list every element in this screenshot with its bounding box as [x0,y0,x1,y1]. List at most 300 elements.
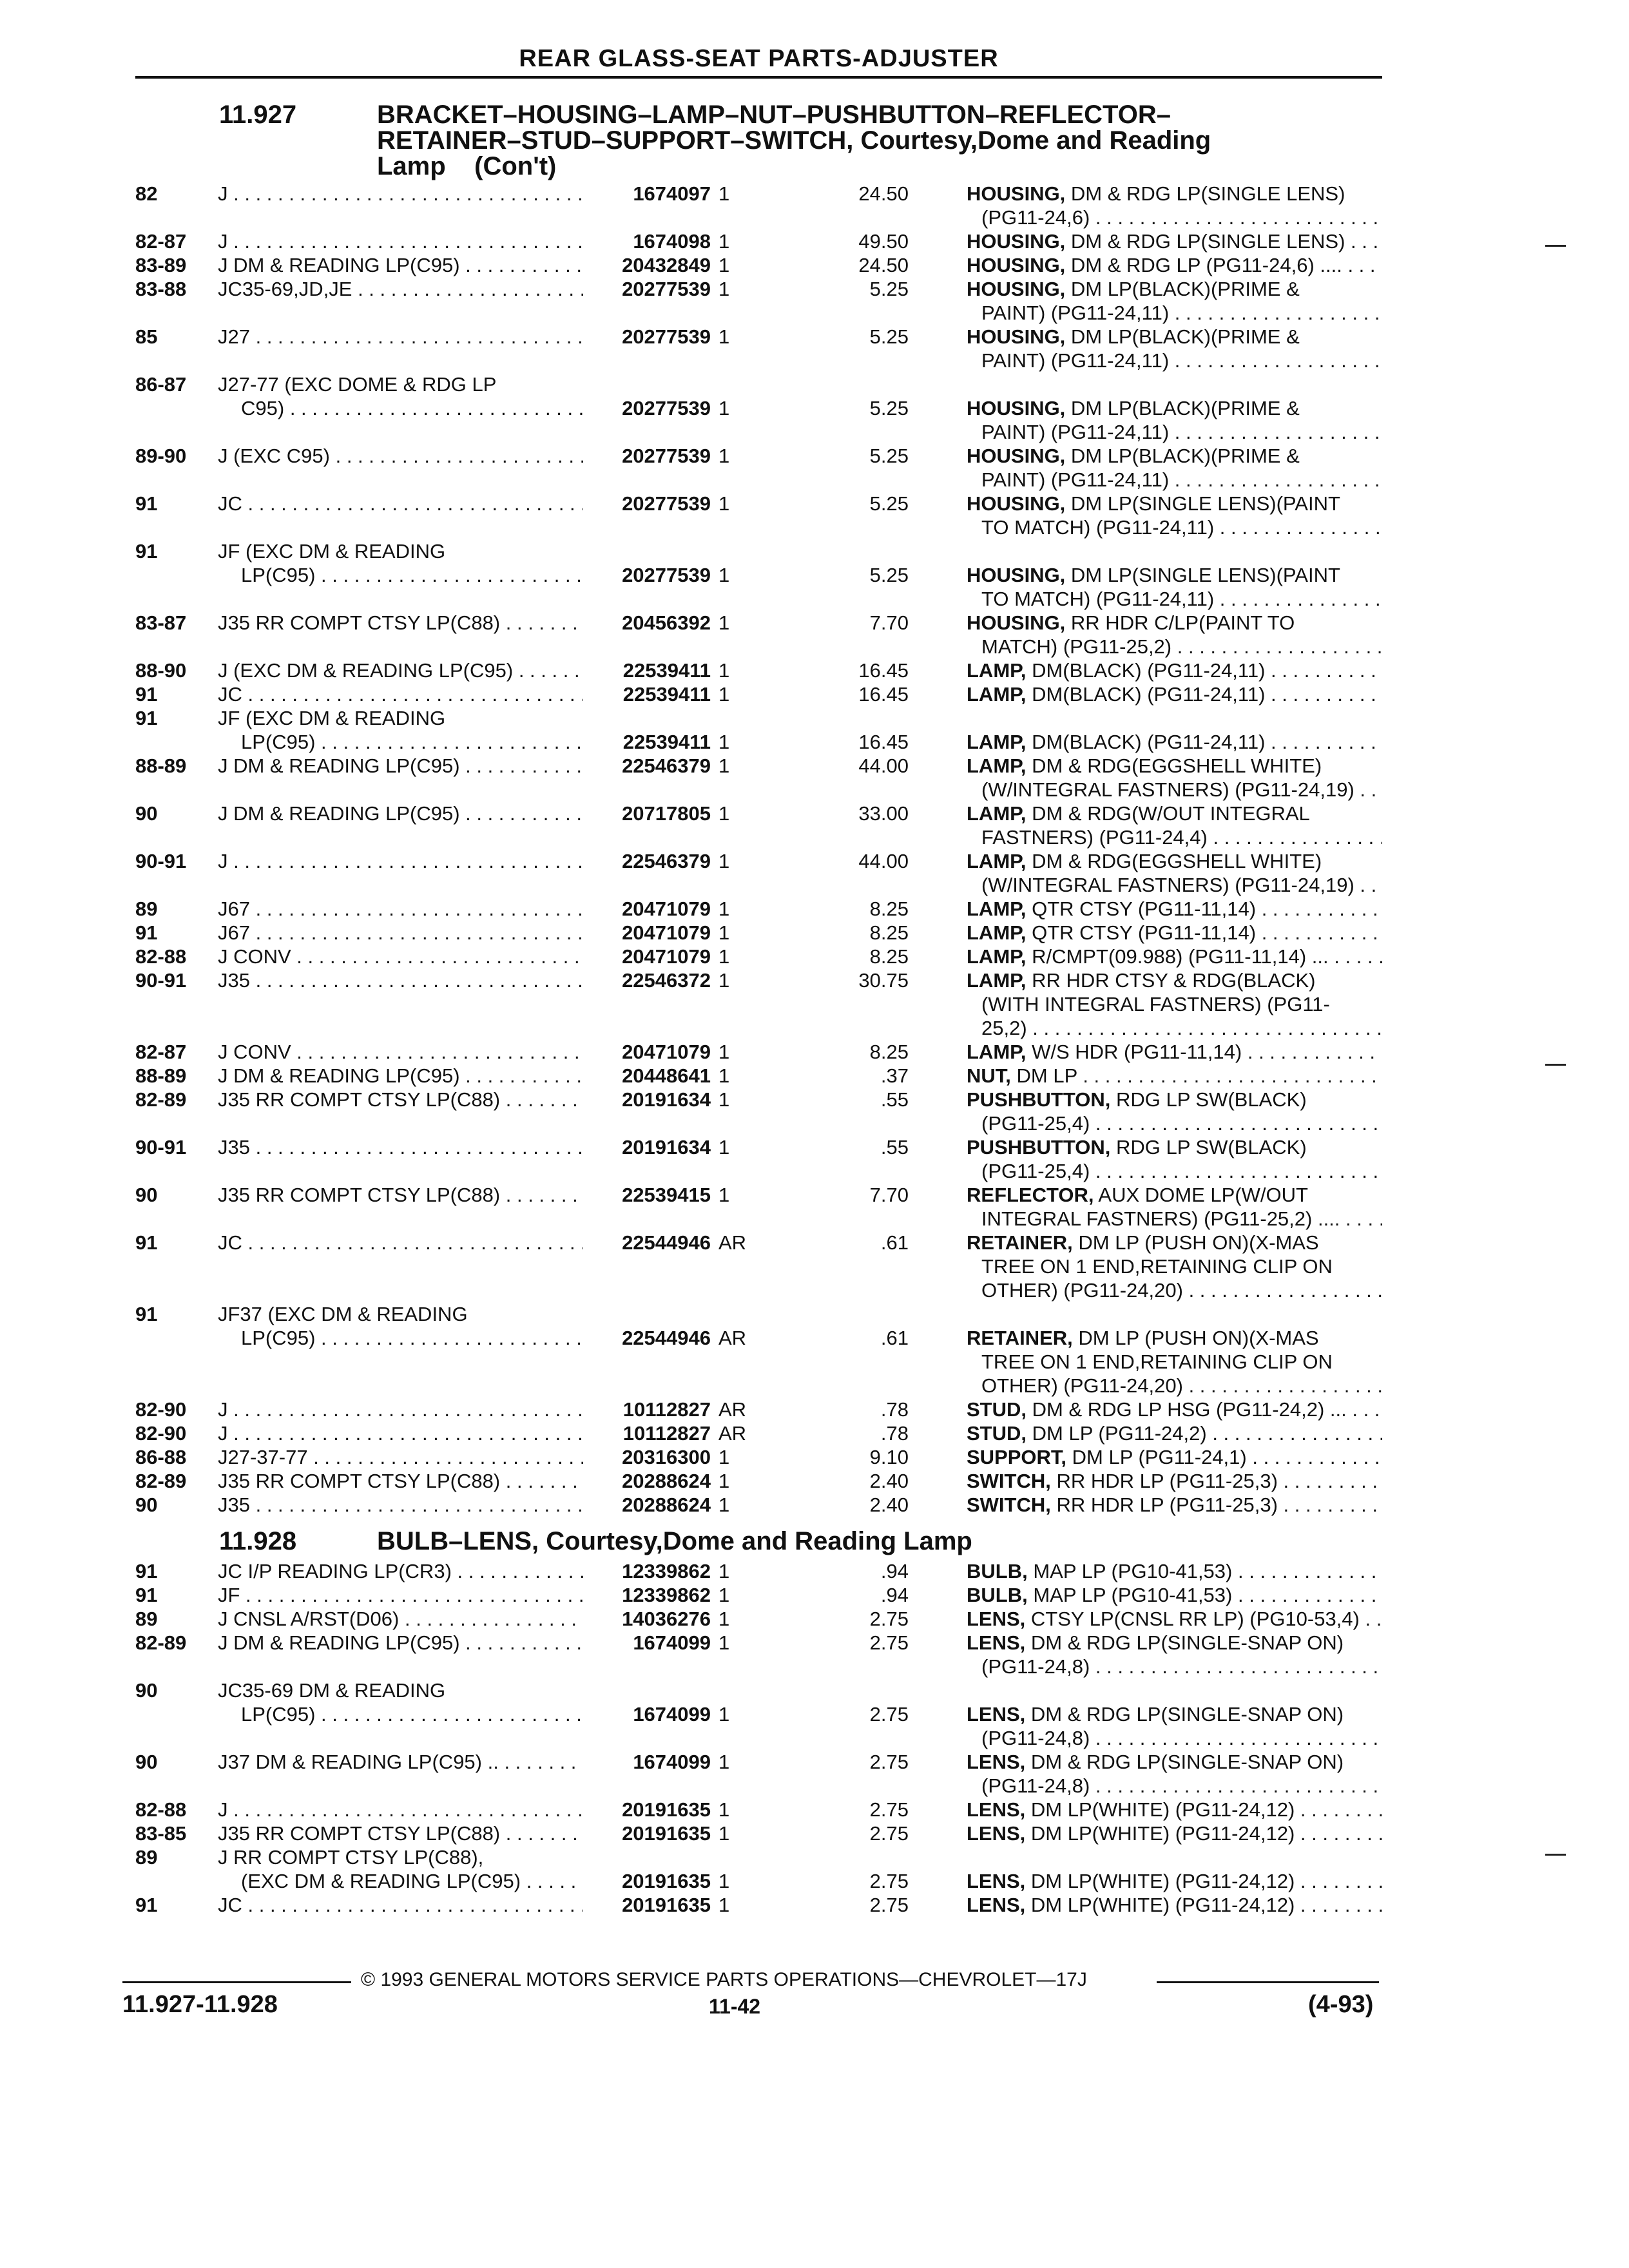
table-row [135,372,1382,444]
part-number: 22546379 [583,849,711,873]
price-cell: 2.75 [869,1870,909,1892]
description-cell [967,182,1382,229]
description-text: QTR CTSY (PG11-11,14) [1032,898,1257,920]
year-cell: 83-89 [135,254,187,276]
description-line [967,1607,1382,1631]
table-row [135,539,1382,611]
quantity-cell: 1 [718,659,730,682]
table-row [135,1398,1382,1421]
description-text: DM LP (PUSH ON)(X-MAS [1078,1231,1319,1254]
price-cell: 7.70 [869,1184,909,1206]
description-text: DM & RDG LP (PG11-24,6) .... [1070,254,1342,276]
model-line: J . . . [218,1798,708,1821]
description-line: (PG11-24,6) . . . [967,206,1382,229]
model-line: J35 RR COMPT CTSY LP(C88) . . . [218,1469,708,1493]
price-cell: 8.25 [869,921,909,944]
model-line: JF37 (EXC DM & READING [218,1303,468,1325]
year-cell: 86-87 [135,373,187,396]
quantity-cell: 1 [718,1470,730,1492]
description-line: (WITH INTEGRAL FASTNERS) (PG11- [981,993,1330,1015]
description-text: DM LP(WHITE) (PG11-24,12) [1030,1798,1295,1821]
year-cell: 91 [135,1303,158,1325]
quantity-cell: 1 [718,230,730,253]
description-text: DM LP(WHITE) (PG11-24,12) [1030,1870,1295,1892]
price-cell: 33.00 [858,802,909,825]
description-line [967,802,1382,825]
description-line [967,1583,1382,1607]
description-text: DM LP(SINGLE LENS)(PAINT [1070,492,1340,515]
model-line: J DM & READING LP(C95) . . . [218,754,708,778]
price-cell: 2.75 [869,1751,909,1773]
description-line [967,1064,1382,1088]
description-line: FASTNERS) (PG11-24,4) . . . [967,825,1382,849]
description-line [967,182,1382,206]
model-line: J27-37-77 . . . [218,1445,708,1469]
part-number: 20448641 [583,1064,711,1088]
quantity-cell: AR [718,1422,747,1445]
description-cell [967,1421,1382,1445]
description-head: LAMP, [967,969,1027,992]
model-line: J DM & READING LP(C95) . . . [218,802,708,825]
description-text: DM LP (PG11-24,2) [1032,1422,1207,1445]
description-cell [967,1607,1382,1631]
part-number: 20191635 [583,1798,711,1821]
model-line: (EXC DM & READING LP(C95) . . . [218,1869,708,1893]
year-cell: 83-85 [135,1822,187,1845]
quantity-cell: 1 [718,1136,730,1158]
description-head: SWITCH, [967,1494,1051,1516]
description-text: DM LP [1016,1064,1077,1087]
quantity-cell: 1 [718,1608,730,1630]
table-row [135,682,1382,706]
description-cell [967,1398,1382,1421]
description-cell [967,1326,1382,1398]
quantity-cell: 1 [718,325,730,348]
description-text: DM & RDG LP(SINGLE-SNAP ON) [1030,1631,1344,1654]
part-number: 20471079 [583,921,711,945]
description-line [967,1559,1382,1583]
description-cell [967,444,1382,492]
description-line [967,897,1382,921]
price-cell: 8.25 [869,898,909,920]
year-cell: 89 [135,1608,158,1630]
description-head: REFLECTOR, [967,1184,1094,1206]
model-line: J (EXC C95) . . . [218,444,708,468]
year-cell: 83-88 [135,278,187,300]
year-cell: 90 [135,1184,158,1206]
description-line [967,1493,1382,1517]
price-cell: 16.45 [858,659,909,682]
quantity-cell: 1 [718,921,730,944]
quantity-cell: 1 [718,492,730,515]
quantity-cell: 1 [718,1041,730,1063]
year-cell: 90-91 [135,969,187,992]
description-text: MAP LP (PG10-41,53) [1033,1560,1233,1582]
part-number: 22544946 [583,1326,711,1350]
model-line: J35 . . . [218,1493,708,1517]
description-head: LENS, [967,1798,1026,1821]
part-number: 22546379 [583,754,711,778]
quantity-cell: 1 [718,1584,730,1606]
description-line: OTHER) (PG11-24,20) . . . [967,1374,1382,1398]
price-cell: 5.25 [869,325,909,348]
description-text: DM LP(BLACK)(PRIME & [1070,445,1300,467]
description-cell [967,1183,1382,1231]
table-row [135,253,1382,277]
price-cell: 5.25 [869,278,909,300]
year-cell: 82-90 [135,1422,187,1445]
quantity-cell: 1 [718,1631,730,1654]
part-number: 20191634 [583,1135,711,1159]
description-line: OTHER) (PG11-24,20) . . . [967,1278,1382,1302]
model-line: C95) . . . [218,396,708,420]
description-line: TO MATCH) (PG11-24,11) . . . [967,515,1382,539]
table-row [135,1893,1382,1917]
description-head: LAMP, [967,683,1027,706]
description-head: LENS, [967,1608,1026,1630]
description-text: DM & RDG LP(SINGLE LENS) [1070,182,1345,205]
description-cell [967,1040,1382,1064]
price-cell: .55 [880,1136,909,1158]
part-number: 20432849 [583,253,711,277]
margin-mark [1545,1854,1566,1856]
quantity-cell: 1 [718,1446,730,1468]
description-line [967,1088,1382,1111]
table-row [135,802,1382,849]
quantity-cell: 1 [718,1894,730,1916]
table-row [135,1302,1382,1398]
description-text: RR HDR CTSY & RDG(BLACK) [1032,969,1316,992]
description-line [967,396,1382,420]
year-cell: 85 [135,325,158,348]
section-heading [219,1528,1344,1554]
table-row [135,277,1382,325]
year-cell: 82-87 [135,1041,187,1063]
part-number: 22546372 [583,968,711,992]
part-number: 20316300 [583,1445,711,1469]
description-head: BULB, [967,1584,1028,1606]
year-cell: 88-90 [135,659,187,682]
part-number: 1674099 [583,1631,711,1655]
description-head: HOUSING, [967,397,1066,419]
description-head: LAMP, [967,898,1027,920]
quantity-cell: 1 [718,1494,730,1516]
price-cell: 2.75 [869,1822,909,1845]
quantity-cell: 1 [718,898,730,920]
table-row [135,1559,1382,1583]
year-cell: 82-88 [135,945,187,968]
model-line: J37 DM & READING LP(C95) .. . . . [218,1750,708,1774]
description-line: TO MATCH) (PG11-24,11) . . . [967,587,1382,611]
price-cell: 5.25 [869,492,909,515]
description-line: TREE ON 1 END,RETAINING CLIP ON [981,1350,1333,1373]
model-line: J35 RR COMPT CTSY LP(C88) . . . [218,1821,708,1845]
description-line: PAINT) (PG11-24,11) . . . [967,468,1382,492]
description-cell [967,1231,1382,1302]
description-line [967,968,1382,992]
section-title-line: BULB–LENS, Courtesy,Dome and Reading Lamp [377,1527,972,1555]
description-line: 25,2) . . . [967,1016,1382,1040]
part-number: 20471079 [583,1040,711,1064]
description-line: PAINT) (PG11-24,11) . . . [967,349,1382,372]
description-head: LAMP, [967,754,1027,777]
price-cell: 24.50 [858,254,909,276]
year-cell: 82 [135,182,158,205]
price-cell: .78 [880,1398,909,1421]
description-head: LAMP, [967,850,1027,872]
description-head: NUT, [967,1064,1011,1087]
year-cell: 91 [135,540,158,562]
part-number: 22539411 [583,682,711,706]
description-text: AUX DOME LP(W/OUT [1098,1184,1308,1206]
table-row [135,1631,1382,1678]
year-cell: 90-91 [135,1136,187,1158]
table-row [135,1135,1382,1183]
description-cell [967,611,1382,658]
model-line: J35 . . . [218,1135,708,1159]
price-cell: 9.10 [869,1446,909,1468]
section-number: 11.927 [219,101,297,129]
description-head: RETAINER, [967,1327,1073,1349]
model-line: J27 . . . [218,325,708,349]
price-cell: 7.70 [869,611,909,634]
price-cell: 2.75 [869,1798,909,1821]
description-line [967,277,1382,301]
section-title-line: Lamp (Con't) [377,152,557,180]
description-line: PAINT) (PG11-24,11) . . . [967,301,1382,325]
description-text: DM & RDG LP HSG (PG11-24,2) ... [1032,1398,1347,1421]
year-cell: 91 [135,1560,158,1582]
description-text: DM LP (PUSH ON)(X-MAS [1078,1327,1319,1349]
year-cell: 91 [135,683,158,706]
part-number: 1674098 [583,229,711,253]
table-row [135,1421,1382,1445]
part-number: 20288624 [583,1493,711,1517]
description-line [967,1702,1382,1726]
part-number: 20277539 [583,563,711,587]
header-rule [135,76,1382,79]
part-number: 22544946 [583,1231,711,1254]
description-line [967,492,1382,515]
description-head: HOUSING, [967,254,1066,276]
table-row [135,1064,1382,1088]
quantity-cell: 1 [718,1064,730,1087]
quantity-cell: 1 [718,802,730,825]
part-number: 20717805 [583,802,711,825]
description-line [967,1326,1382,1350]
description-head: PUSHBUTTON, [967,1088,1111,1111]
description-line [967,1445,1382,1469]
description-cell [967,921,1382,945]
description-cell [967,1559,1382,1583]
price-cell: .37 [880,1064,909,1087]
page-header: REAR GLASS-SEAT PARTS-ADJUSTER [519,45,999,72]
table-row [135,1445,1382,1469]
description-head: LAMP, [967,659,1027,682]
description-cell [967,897,1382,921]
description-head: HOUSING, [967,611,1066,634]
description-text: DM & RDG(W/OUT INTEGRAL [1032,802,1310,825]
quantity-cell: 1 [718,1184,730,1206]
description-cell [967,1088,1382,1135]
description-line [967,1469,1382,1493]
year-cell: 89 [135,898,158,920]
description-text: RDG LP SW(BLACK) [1115,1088,1307,1111]
table-row [135,658,1382,682]
part-number: 22539415 [583,1183,711,1207]
description-head: HOUSING, [967,564,1066,586]
part-number: 20456392 [583,611,711,635]
quantity-cell: 1 [718,850,730,872]
section-title-line: BRACKET–HOUSING–LAMP–NUT–PUSHBUTTON–REFLECTOR– [377,101,1171,129]
description-cell [967,1445,1382,1469]
description-text: W/S HDR (PG11-11,14) [1032,1041,1242,1063]
description-line [967,1631,1382,1655]
price-cell: 5.25 [869,397,909,419]
description-cell [967,1135,1382,1183]
description-line [967,754,1382,778]
description-head: LENS, [967,1894,1026,1916]
description-cell [967,968,1382,1040]
price-cell: 2.75 [869,1894,909,1916]
model-line: JC I/P READING LP(CR3) . . . [218,1559,708,1583]
description-cell [967,1702,1382,1750]
quantity-cell: AR [718,1327,747,1349]
table-row [135,849,1382,897]
description-line [967,730,1382,754]
description-head: BULB, [967,1560,1028,1582]
section-title [377,1528,1344,1554]
description-line: INTEGRAL FASTNERS) (PG11-25,2) .... . . . [967,1207,1382,1231]
description-cell [967,563,1382,611]
part-number: 20277539 [583,396,711,420]
model-line: J DM & READING LP(C95) . . . [218,1631,708,1655]
year-cell: 91 [135,492,158,515]
year-cell: 88-89 [135,1064,187,1087]
table-row [135,754,1382,802]
model-line: J35 RR COMPT CTSY LP(C88) . . . [218,611,708,635]
price-cell: 44.00 [858,754,909,777]
description-cell [967,229,1382,253]
description-text: MAP LP (PG10-41,53) [1033,1584,1233,1606]
footer-copyright: © 1993 GENERAL MOTORS SERVICE PARTS OPERATIONS—CHEVROLET—17J [361,1969,1087,1990]
description-head: HOUSING, [967,182,1066,205]
table-row [135,1607,1382,1631]
year-cell: 91 [135,1894,158,1916]
price-cell: 24.50 [858,182,909,205]
price-cell: 44.00 [858,850,909,872]
model-line: LP(C95) . . . [218,1702,708,1726]
model-line: J67 . . . [218,921,708,945]
table-row [135,1040,1382,1064]
year-cell: 88-89 [135,754,187,777]
description-line [967,563,1382,587]
price-cell: 8.25 [869,945,909,968]
description-line [967,444,1382,468]
quantity-cell: 1 [718,1088,730,1111]
description-text: DM(BLACK) (PG11-24,11) [1032,731,1266,753]
description-line [967,1821,1382,1845]
description-cell [967,277,1382,325]
year-cell: 90 [135,1751,158,1773]
description-cell [967,802,1382,849]
model-line: J CONV . . . [218,945,708,968]
model-line: JC . . . [218,1893,708,1917]
model-line: JC . . . [218,1231,708,1254]
table-row [135,1798,1382,1821]
footer-page-number: 11-42 [709,1995,761,2018]
part-number: 1674097 [583,182,711,206]
table-row [135,1845,1382,1893]
part-number: 20471079 [583,945,711,968]
description-line: (PG11-24,8) . . . [967,1726,1382,1750]
model-line: J (EXC DM & READING LP(C95) . . . [218,658,708,682]
year-cell: 91 [135,1231,158,1254]
description-text: DM LP(WHITE) (PG11-24,12) [1030,1822,1295,1845]
part-number: 14036276 [583,1607,711,1631]
price-cell: 30.75 [858,969,909,992]
quantity-cell: 1 [718,1560,730,1582]
description-line [967,1040,1382,1064]
description-line [967,253,1382,277]
table-row [135,1183,1382,1231]
description-head: HOUSING, [967,278,1066,300]
price-cell: 8.25 [869,1041,909,1063]
model-line: J35 . . . [218,968,708,992]
description-line [967,682,1382,706]
price-cell: 2.75 [869,1703,909,1725]
year-cell: 82-90 [135,1398,187,1421]
part-number: 20277539 [583,325,711,349]
table-row [135,968,1382,1040]
model-line: J . . . [218,1398,708,1421]
model-line: LP(C95) . . . [218,730,708,754]
year-cell: 83-87 [135,611,187,634]
model-line: JF (EXC DM & READING [218,707,446,729]
footer-section-range: 11.927-11.928 [122,1991,278,2018]
description-text: DM(BLACK) (PG11-24,11) [1032,659,1266,682]
description-line [967,1421,1382,1445]
price-cell: 5.25 [869,564,909,586]
section-heading [219,102,1344,179]
model-line: J . . . [218,849,708,873]
description-cell [967,253,1382,277]
price-cell: 16.45 [858,731,909,753]
description-line [967,849,1382,873]
quantity-cell: 1 [718,397,730,419]
description-text: DM LP(BLACK)(PRIME & [1070,325,1300,348]
description-cell [967,1631,1382,1678]
description-text: DM & RDG(EGGSHELL WHITE) [1032,850,1322,872]
description-head: SWITCH, [967,1470,1051,1492]
quantity-cell: 1 [718,1822,730,1845]
description-line: (PG11-25,4) . . . [967,1111,1382,1135]
description-line [967,658,1382,682]
quantity-cell: 1 [718,254,730,276]
part-number: 20277539 [583,277,711,301]
description-head: HOUSING, [967,230,1066,253]
quantity-cell: 1 [718,683,730,706]
quantity-cell: 1 [718,1703,730,1725]
model-line: JC . . . [218,492,708,515]
description-cell [967,325,1382,372]
part-number: 10112827 [583,1421,711,1445]
description-cell [967,754,1382,802]
part-number: 20277539 [583,444,711,468]
model-line: J35 RR COMPT CTSY LP(C88) . . . [218,1088,708,1111]
quantity-cell: 1 [718,564,730,586]
part-number: 20191634 [583,1088,711,1111]
